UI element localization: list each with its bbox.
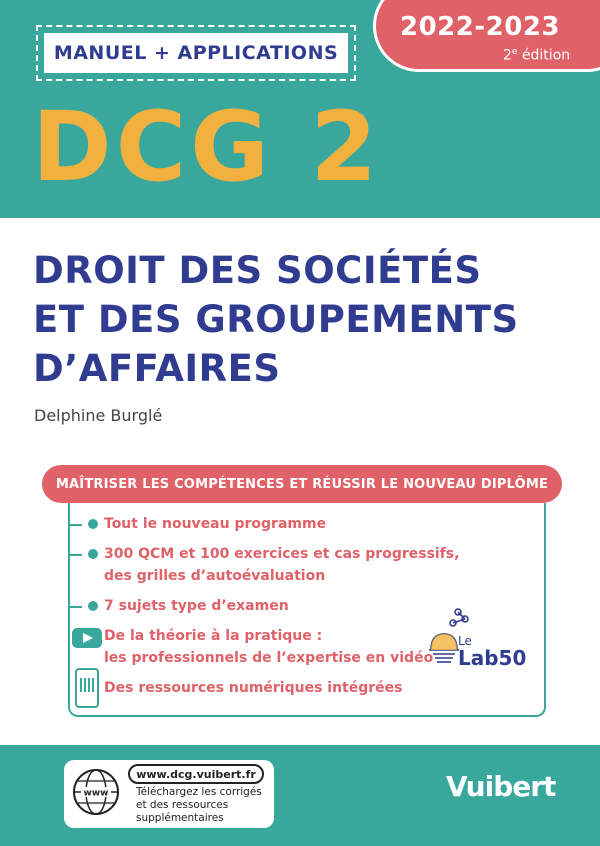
feature-item: 300 QCM et 100 exercices et cas progressifs, xyxy=(104,546,460,562)
website-description: Téléchargez les corrigés et des ressources supplémentaires xyxy=(136,786,262,824)
feature-item: Des ressources numériques intégrées xyxy=(104,680,403,696)
bullet-dot xyxy=(88,601,98,611)
series-label: MANUEL + APPLICATIONS xyxy=(44,33,348,73)
lab-le: Le xyxy=(458,634,472,648)
bullet-dot xyxy=(88,519,98,529)
course-code: DCG 2 xyxy=(32,91,382,203)
edition-year: 2022-2023 xyxy=(400,12,561,42)
bullet-dot xyxy=(88,549,98,559)
bullet-line xyxy=(68,606,82,608)
book-title xyxy=(33,246,593,393)
phone-qr-icon xyxy=(75,668,99,708)
feature-item: Tout le nouveau programme xyxy=(104,516,327,532)
feature-item-continued: des grilles d’autoévaluation xyxy=(104,568,326,584)
edition-number: 2e édition xyxy=(503,47,571,64)
lab-name: Lab50 xyxy=(458,646,527,670)
video-play-icon xyxy=(72,628,102,648)
title-line: ET DES GROUPEMENTS xyxy=(33,298,519,341)
globe-label: www xyxy=(83,788,109,799)
series-label-box xyxy=(36,25,356,81)
author-name: Delphine Burglé xyxy=(34,406,163,425)
bullet-line xyxy=(68,524,82,526)
globe-icon xyxy=(72,768,120,816)
bullet-line xyxy=(68,554,82,556)
tagline-banner: MAÎTRISER LES COMPÉTENCES ET RÉUSSIR LE NOUVEAU DIPLÔME xyxy=(42,465,562,503)
website-url[interactable]: www.dcg.vuibert.fr xyxy=(128,764,264,784)
feature-item: 7 sujets type d’examen xyxy=(104,598,289,614)
feature-item: De la théorie à la pratique : xyxy=(104,628,323,644)
publisher-logo: Vuibert xyxy=(446,770,556,803)
feature-item-continued: les professionnels de l’expertise en vidéo xyxy=(104,650,434,666)
title-line: DROIT DES SOCIÉTÉS xyxy=(33,249,482,292)
title-line: D’AFFAIRES xyxy=(33,347,281,390)
